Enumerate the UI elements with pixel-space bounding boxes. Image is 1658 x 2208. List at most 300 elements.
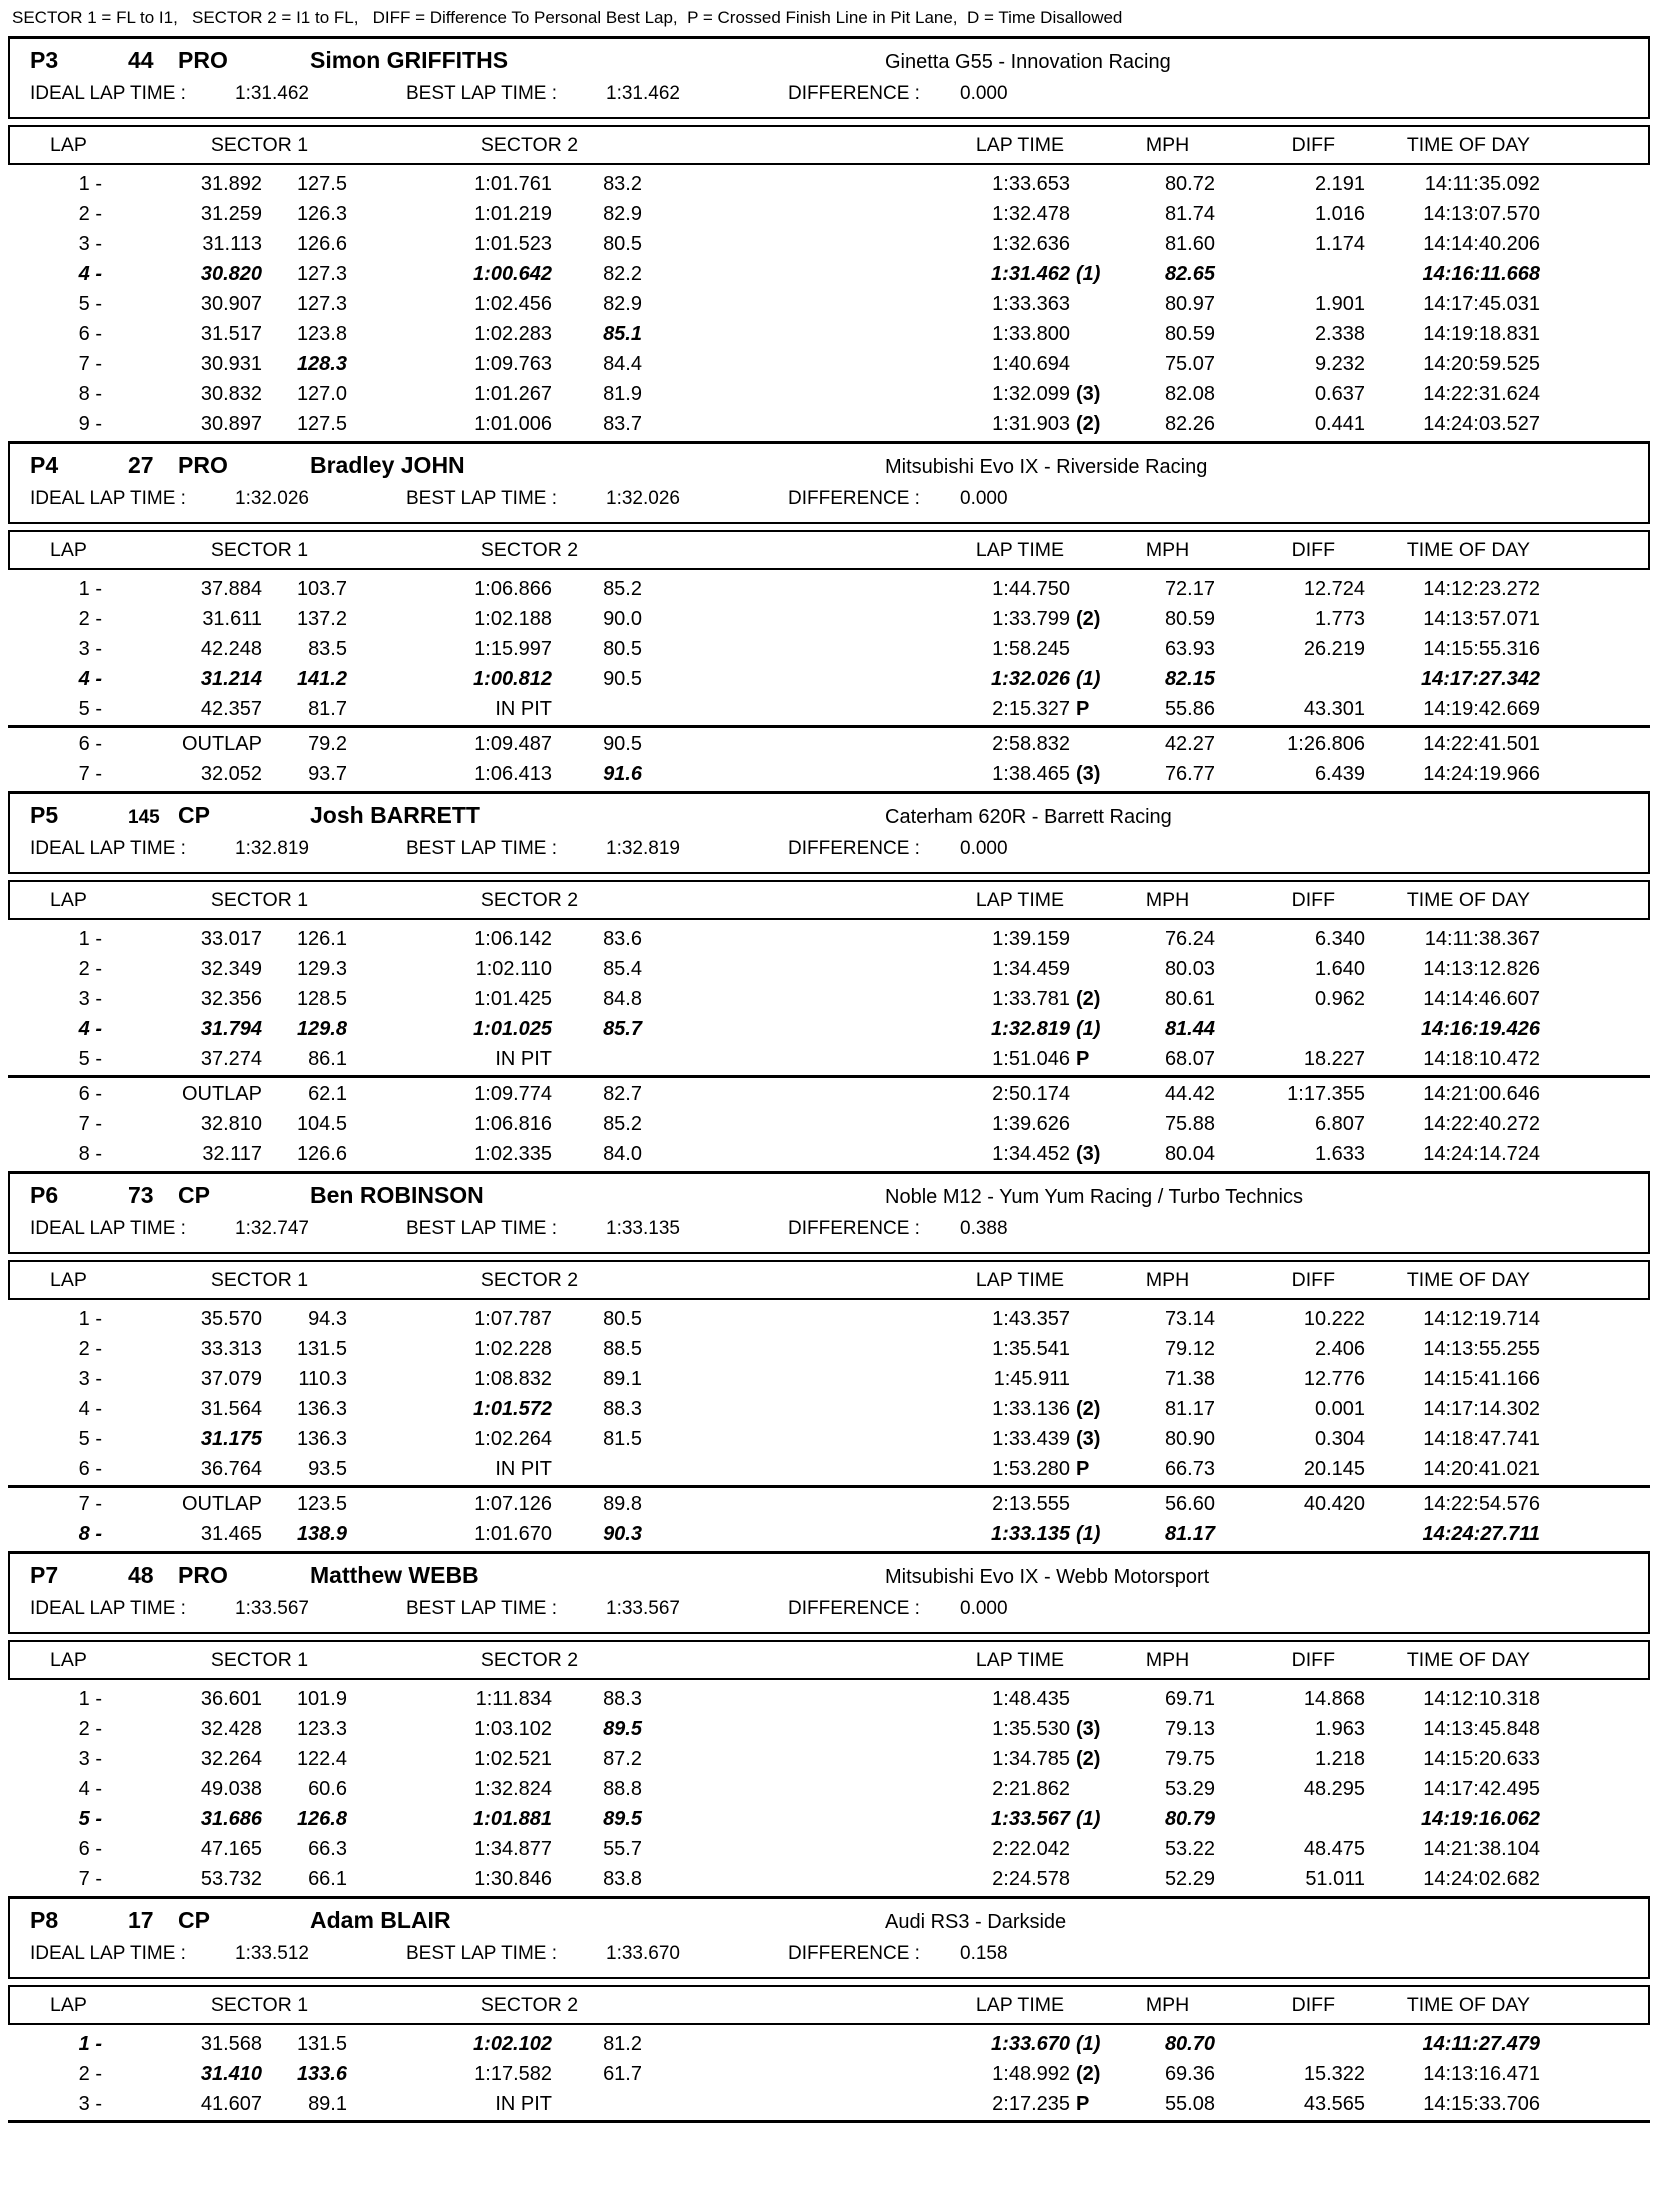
ideal-lap-time-value: 1:32.747 xyxy=(235,1218,309,1239)
driver-block xyxy=(0,441,1658,789)
lap-time: 1:34.452 xyxy=(992,1142,1070,1165)
sector1-speed: 123.5 xyxy=(296,1492,347,1515)
difference-label: DIFFERENCE : xyxy=(788,838,920,859)
sector1-speed: 127.3 xyxy=(296,292,347,315)
lap-time-note: (2) xyxy=(1076,1397,1101,1420)
sector2-speed: 89.8 xyxy=(603,1492,642,1515)
time-of-day: 14:11:38.367 xyxy=(1424,927,1540,950)
sector2-time: 1:17.582 xyxy=(474,2062,552,2085)
lap-mph: 81.74 xyxy=(1164,202,1215,225)
lap-number: 2 - xyxy=(78,2062,102,2085)
lap-diff: 1.640 xyxy=(1314,957,1365,980)
lap-time: 1:33.670 xyxy=(991,2032,1070,2055)
table-header-box xyxy=(8,1985,1650,2025)
sector1-time: 31.465 xyxy=(200,1522,262,1545)
driver-block xyxy=(0,1896,1658,2123)
time-of-day: 14:13:45.848 xyxy=(1423,1717,1540,1740)
sector1-time: 31.410 xyxy=(200,2062,262,2085)
time-of-day: 14:24:14.724 xyxy=(1423,1142,1540,1165)
lap-mph: 82.26 xyxy=(1164,412,1215,435)
car-number-class xyxy=(128,47,310,74)
lap-number: 7 - xyxy=(78,1867,102,1890)
lap-number: 1 - xyxy=(78,1307,102,1330)
sector1-time: 31.214 xyxy=(200,667,262,690)
time-of-day: 14:22:41.501 xyxy=(1423,732,1540,755)
sector2-time: 1:02.283 xyxy=(474,322,552,345)
lap-row xyxy=(0,604,1658,634)
difference-value: 0.000 xyxy=(960,838,1008,859)
car-class: CP xyxy=(178,802,210,828)
lap-number: 6 - xyxy=(78,732,102,755)
sector2-time: 1:09.763 xyxy=(474,352,552,375)
car-number: 27 xyxy=(128,452,154,478)
sector1-speed: 129.3 xyxy=(296,957,347,980)
car-number-class xyxy=(128,802,310,829)
time-of-day: 14:20:59.525 xyxy=(1423,352,1540,375)
lap-time: 2:21.862 xyxy=(992,1777,1070,1800)
driver-header-line xyxy=(30,800,1648,838)
lap-mph: 80.61 xyxy=(1164,987,1215,1010)
table-header-box xyxy=(8,880,1650,920)
lap-number: 2 - xyxy=(78,1337,102,1360)
car-number: 17 xyxy=(128,1907,154,1933)
sector1-time: 31.175 xyxy=(200,1427,262,1450)
lap-time-note: (1) xyxy=(1076,667,1101,690)
sector1-speed: 123.3 xyxy=(296,1717,347,1740)
driver-header-line xyxy=(30,450,1648,488)
lap-row xyxy=(0,1744,1658,1774)
lap-time: 2:22.042 xyxy=(992,1837,1070,1860)
sector2-time: 1:08.832 xyxy=(474,1367,552,1390)
lap-time: 1:45.911 xyxy=(993,1367,1070,1390)
lap-time-note: (1) xyxy=(1076,1807,1101,1830)
sector2-speed: 82.2 xyxy=(603,262,642,285)
lap-time: 1:33.135 xyxy=(991,1522,1070,1545)
col-header-sector2: SECTOR 2 xyxy=(480,1993,579,2016)
best-lap-time-label: BEST LAP TIME : xyxy=(406,488,558,509)
driver-name: Josh BARRETT xyxy=(310,802,480,828)
time-of-day: 14:24:03.527 xyxy=(1423,412,1540,435)
lap-row xyxy=(0,634,1658,664)
sector1-speed: 126.1 xyxy=(296,927,347,950)
sector1-time: 31.259 xyxy=(200,202,262,225)
sector2-speed: 88.3 xyxy=(603,1397,642,1420)
lap-time: 1:39.626 xyxy=(992,1112,1070,1135)
sector1-time: 49.038 xyxy=(200,1777,262,1800)
lap-row xyxy=(0,199,1658,229)
sector2-speed: 80.5 xyxy=(603,637,642,660)
col-header-mph: MPH xyxy=(1145,1268,1190,1291)
lap-time: 2:13.555 xyxy=(992,1492,1070,1515)
lap-diff: 1.218 xyxy=(1314,1747,1365,1770)
sector2-time: 1:09.774 xyxy=(474,1082,552,1105)
sector2-time: 1:00.642 xyxy=(473,262,552,285)
position-label: P8 xyxy=(30,1907,59,1933)
lap-number: 4 - xyxy=(78,1017,102,1040)
lap-diff: 6.340 xyxy=(1314,927,1365,950)
lap-time-note: (2) xyxy=(1076,2062,1101,2085)
lap-rows xyxy=(0,1680,1658,1894)
driver-times-line xyxy=(30,83,1648,109)
lap-mph: 42.27 xyxy=(1164,732,1215,755)
lap-row xyxy=(0,1424,1658,1454)
lap-row xyxy=(0,759,1658,789)
best-lap-time-label: BEST LAP TIME : xyxy=(406,838,558,859)
lap-diff: 0.304 xyxy=(1314,1427,1365,1450)
driver-name: Simon GRIFFITHS xyxy=(310,47,509,73)
car-number: 48 xyxy=(128,1562,154,1588)
sector1-time: OUTLAP xyxy=(181,1082,262,1105)
lap-rows xyxy=(0,570,1658,789)
sector2-time: IN PIT xyxy=(495,2092,552,2115)
sector1-speed: 138.9 xyxy=(296,1522,347,1545)
lap-rows xyxy=(0,920,1658,1169)
lap-row xyxy=(0,1394,1658,1424)
lap-time: 1:32.819 xyxy=(991,1017,1070,1040)
lap-time: 2:24.578 xyxy=(992,1867,1070,1890)
lap-time: 1:33.439 xyxy=(992,1427,1070,1450)
table-header-box xyxy=(8,1640,1650,1680)
lap-number: 5 - xyxy=(78,697,102,720)
sector2-speed: 84.8 xyxy=(603,987,642,1010)
sector1-time: 31.611 xyxy=(202,607,262,630)
lap-time-note: (2) xyxy=(1076,607,1101,630)
lap-time: 1:33.653 xyxy=(992,172,1070,195)
car-class: PRO xyxy=(178,1562,228,1588)
sector2-time: 1:06.866 xyxy=(474,577,552,600)
col-header-mph: MPH xyxy=(1145,133,1190,156)
best-lap-time-label: BEST LAP TIME : xyxy=(406,1598,558,1619)
table-header-row xyxy=(10,532,1648,568)
car-class: PRO xyxy=(178,47,228,73)
lap-time: 1:33.781 xyxy=(992,987,1070,1010)
lap-row xyxy=(0,1864,1658,1894)
lap-mph: 66.73 xyxy=(1164,1457,1215,1480)
car-team: Ginetta G55 - Innovation Racing xyxy=(885,51,1171,73)
sector2-speed: 61.7 xyxy=(603,2062,642,2085)
lap-diff: 1.633 xyxy=(1314,1142,1365,1165)
sector2-speed: 84.0 xyxy=(603,1142,642,1165)
lap-number: 2 - xyxy=(78,202,102,225)
driver-header-box xyxy=(8,1171,1650,1254)
col-header-lap-time: LAP TIME xyxy=(975,133,1064,156)
col-header-lap: LAP xyxy=(50,538,87,561)
lap-mph: 55.86 xyxy=(1164,697,1215,720)
col-header-sector1: SECTOR 1 xyxy=(210,133,309,156)
time-of-day: 14:24:02.682 xyxy=(1423,1867,1540,1890)
lap-time-note: (1) xyxy=(1076,1017,1101,1040)
difference-value: 0.000 xyxy=(960,1598,1008,1619)
sector2-speed: 89.5 xyxy=(603,1807,642,1830)
table-header-row xyxy=(10,1987,1648,2023)
lap-diff: 18.227 xyxy=(1303,1047,1365,1070)
lap-diff: 20.145 xyxy=(1303,1457,1365,1480)
ideal-lap-time-label: IDEAL LAP TIME : xyxy=(30,838,186,859)
lap-diff: 1.016 xyxy=(1314,202,1365,225)
sector1-speed: 127.5 xyxy=(296,412,347,435)
sector1-speed: 83.5 xyxy=(308,637,347,660)
lap-row xyxy=(0,1364,1658,1394)
time-of-day: 14:18:10.472 xyxy=(1423,1047,1540,1070)
sector2-speed: 88.3 xyxy=(603,1687,642,1710)
lap-number: 1 - xyxy=(78,1687,102,1710)
lap-time-note: (3) xyxy=(1076,762,1101,785)
lap-time: 1:33.363 xyxy=(992,292,1070,315)
lap-row xyxy=(0,664,1658,694)
sector1-speed: 101.9 xyxy=(296,1687,347,1710)
sector1-time: 31.794 xyxy=(200,1017,262,1040)
sector1-time: 31.892 xyxy=(200,172,262,195)
sector1-speed: 128.5 xyxy=(296,987,347,1010)
lap-mph: 79.12 xyxy=(1164,1337,1215,1360)
lap-row xyxy=(0,924,1658,954)
lap-time-note: (3) xyxy=(1076,382,1101,405)
lap-row xyxy=(0,1684,1658,1714)
sector1-time: 33.313 xyxy=(200,1337,262,1360)
sector1-speed: 126.8 xyxy=(296,1807,347,1830)
lap-mph: 81.44 xyxy=(1164,1017,1215,1040)
lap-mph: 75.07 xyxy=(1164,352,1215,375)
lap-time: 1:31.462 xyxy=(991,262,1070,285)
time-of-day: 14:21:00.646 xyxy=(1423,1082,1540,1105)
lap-mph: 75.88 xyxy=(1164,1112,1215,1135)
car-team: Noble M12 - Yum Yum Racing / Turbo Technics xyxy=(885,1186,1303,1208)
lap-time: 2:17.235 xyxy=(992,2092,1070,2115)
col-header-sector2: SECTOR 2 xyxy=(480,1648,579,1671)
sector1-speed: 129.8 xyxy=(296,1017,347,1040)
pit-separator xyxy=(8,1485,1650,1488)
lap-number: 7 - xyxy=(78,762,102,785)
sector1-time: 47.165 xyxy=(200,1837,262,1860)
lap-row xyxy=(0,259,1658,289)
sector2-speed: 85.4 xyxy=(603,957,642,980)
sector2-time: 1:30.846 xyxy=(474,1867,552,1890)
sector2-speed: 83.6 xyxy=(603,927,642,950)
ideal-lap-time-value: 1:31.462 xyxy=(235,83,309,104)
lap-time: 1:31.903 xyxy=(992,412,1070,435)
best-lap-time-value: 1:33.567 xyxy=(606,1598,680,1619)
sector1-speed: 66.3 xyxy=(308,1837,347,1860)
sector1-speed: 127.5 xyxy=(296,172,347,195)
car-number: 73 xyxy=(128,1182,154,1208)
lap-diff: 6.439 xyxy=(1314,762,1365,785)
sector2-time: 1:02.521 xyxy=(474,1747,552,1770)
sector1-time: 31.564 xyxy=(200,1397,262,1420)
col-header-sector1: SECTOR 1 xyxy=(210,538,309,561)
difference-value: 0.158 xyxy=(960,1943,1008,1964)
lap-time: 1:40.694 xyxy=(992,352,1070,375)
sector2-speed: 90.5 xyxy=(603,667,642,690)
car-team: Mitsubishi Evo IX - Riverside Racing xyxy=(885,456,1208,478)
time-of-day: 14:15:33.706 xyxy=(1423,2092,1540,2115)
lap-time: 1:33.799 xyxy=(992,607,1070,630)
lap-mph: 80.59 xyxy=(1164,607,1215,630)
time-of-day: 14:19:18.831 xyxy=(1423,322,1540,345)
sector2-speed: 85.7 xyxy=(603,1017,642,1040)
position-label: P4 xyxy=(30,452,59,478)
table-header-row xyxy=(10,1642,1648,1678)
col-header-diff: DIFF xyxy=(1291,1648,1335,1671)
car-number-class xyxy=(128,1907,310,1934)
col-header-time-of-day: TIME OF DAY xyxy=(1406,133,1530,156)
time-of-day: 14:22:31.624 xyxy=(1423,382,1540,405)
sector1-speed: 79.2 xyxy=(308,732,347,755)
sector1-speed: 104.5 xyxy=(296,1112,347,1135)
lap-time-note: (3) xyxy=(1076,1142,1101,1165)
position-label: P6 xyxy=(30,1182,59,1208)
lap-time-note: P xyxy=(1076,1047,1090,1070)
sector1-speed: 133.6 xyxy=(296,2062,347,2085)
lap-diff: 48.475 xyxy=(1303,1837,1365,1860)
lap-number: 3 - xyxy=(78,1367,102,1390)
time-of-day: 14:24:27.711 xyxy=(1422,1522,1540,1545)
lap-diff: 6.807 xyxy=(1314,1112,1365,1135)
sector2-time: 1:01.267 xyxy=(474,382,552,405)
col-header-diff: DIFF xyxy=(1291,133,1335,156)
lap-number: 3 - xyxy=(78,637,102,660)
best-lap-time-value: 1:32.819 xyxy=(606,838,680,859)
sector1-time: 42.357 xyxy=(200,697,262,720)
sector2-time: 1:03.102 xyxy=(474,1717,552,1740)
col-header-lap-time: LAP TIME xyxy=(975,538,1064,561)
lap-diff: 43.565 xyxy=(1303,2092,1365,2115)
lap-number: 3 - xyxy=(78,2092,102,2115)
lap-time: 1:32.478 xyxy=(992,202,1070,225)
lap-row xyxy=(0,1109,1658,1139)
lap-diff: 1:26.806 xyxy=(1287,732,1365,755)
driver-times-line xyxy=(30,1598,1648,1624)
lap-row xyxy=(0,1334,1658,1364)
driver-header-box xyxy=(8,441,1650,524)
lap-diff: 1.963 xyxy=(1314,1717,1365,1740)
col-header-sector1: SECTOR 1 xyxy=(210,1993,309,2016)
sector2-time: 1:06.413 xyxy=(474,762,552,785)
sector1-speed: 126.6 xyxy=(296,1142,347,1165)
col-header-lap: LAP xyxy=(50,133,87,156)
sector1-time: 31.517 xyxy=(200,322,262,345)
lap-number: 4 - xyxy=(78,1777,102,1800)
lap-mph: 69.36 xyxy=(1164,2062,1215,2085)
sector1-time: 37.079 xyxy=(200,1367,262,1390)
lap-mph: 80.72 xyxy=(1164,172,1215,195)
sector2-speed: 90.5 xyxy=(603,732,642,755)
lap-number: 5 - xyxy=(78,1807,102,1830)
col-header-time-of-day: TIME OF DAY xyxy=(1406,1648,1530,1671)
lap-mph: 69.71 xyxy=(1164,1687,1215,1710)
sector2-time: 1:01.670 xyxy=(474,1522,552,1545)
lap-row xyxy=(0,1044,1658,1074)
lap-diff: 1.773 xyxy=(1314,607,1365,630)
lap-row xyxy=(0,729,1658,759)
sector1-time: 35.570 xyxy=(200,1307,262,1330)
lap-time-note: P xyxy=(1076,1457,1090,1480)
lap-row xyxy=(0,319,1658,349)
sector1-time: 32.052 xyxy=(200,762,262,785)
lap-row xyxy=(0,1714,1658,1744)
lap-time: 1:32.099 xyxy=(992,382,1070,405)
sector2-time: 1:01.425 xyxy=(474,987,552,1010)
lap-time: 1:33.567 xyxy=(991,1807,1070,1830)
sector1-time: 31.686 xyxy=(200,1807,262,1830)
lap-mph: 82.65 xyxy=(1164,262,1215,285)
sector2-speed: 81.9 xyxy=(603,382,642,405)
lap-row xyxy=(0,1014,1658,1044)
col-header-sector2: SECTOR 2 xyxy=(480,133,579,156)
sector2-time: 1:07.126 xyxy=(474,1492,552,1515)
driver-header-box xyxy=(8,1896,1650,1979)
lap-row xyxy=(0,229,1658,259)
sector2-time: 1:01.572 xyxy=(473,1397,552,1420)
sector2-time: 1:02.110 xyxy=(475,957,552,980)
sector1-speed: 131.5 xyxy=(296,2032,347,2055)
sector1-time: OUTLAP xyxy=(181,732,262,755)
lap-row xyxy=(0,1139,1658,1169)
sector1-time: 32.810 xyxy=(200,1112,262,1135)
sector1-speed: 131.5 xyxy=(296,1337,347,1360)
lap-mph: 81.17 xyxy=(1164,1522,1215,1545)
lap-mph: 71.38 xyxy=(1164,1367,1215,1390)
lap-time-note: (1) xyxy=(1076,2032,1101,2055)
lap-diff: 12.724 xyxy=(1303,577,1365,600)
sector1-speed: 141.2 xyxy=(296,667,347,690)
lap-mph: 53.29 xyxy=(1164,1777,1215,1800)
lap-mph: 73.14 xyxy=(1164,1307,1215,1330)
lap-number: 6 - xyxy=(78,1082,102,1105)
col-header-lap: LAP xyxy=(50,888,87,911)
lap-row xyxy=(0,409,1658,439)
lap-time: 1:58.245 xyxy=(992,637,1070,660)
sector2-speed: 82.9 xyxy=(603,292,642,315)
lap-time: 1:32.636 xyxy=(992,232,1070,255)
sector1-time: 42.248 xyxy=(200,637,262,660)
driver-header-box xyxy=(8,1551,1650,1634)
time-of-day: 14:11:35.092 xyxy=(1424,172,1540,195)
lap-row xyxy=(0,984,1658,1014)
time-of-day: 14:19:42.669 xyxy=(1423,697,1540,720)
sector1-time: 31.113 xyxy=(202,232,262,255)
sector1-speed: 93.5 xyxy=(308,1457,347,1480)
time-of-day: 14:13:07.570 xyxy=(1423,202,1540,225)
time-of-day: 14:16:11.668 xyxy=(1422,262,1540,285)
sector1-speed: 94.3 xyxy=(308,1307,347,1330)
lap-time: 1:33.800 xyxy=(992,322,1070,345)
lap-mph: 52.29 xyxy=(1164,1867,1215,1890)
lap-number: 8 - xyxy=(78,1142,102,1165)
best-lap-time-label: BEST LAP TIME : xyxy=(406,83,558,104)
lap-time-note: (2) xyxy=(1076,987,1101,1010)
difference-label: DIFFERENCE : xyxy=(788,1943,920,1964)
sector1-speed: 137.2 xyxy=(296,607,347,630)
sector2-speed: 91.6 xyxy=(603,762,642,785)
best-lap-time-value: 1:31.462 xyxy=(606,83,680,104)
sector2-time: IN PIT xyxy=(495,697,552,720)
table-header-box xyxy=(8,1260,1650,1300)
sector2-time: IN PIT xyxy=(495,1047,552,1070)
sector1-speed: 127.0 xyxy=(296,382,347,405)
lap-number: 1 - xyxy=(78,172,102,195)
lap-time-note: P xyxy=(1076,2092,1090,2115)
best-lap-time-value: 1:32.026 xyxy=(606,488,680,509)
sector1-time: 37.884 xyxy=(200,577,262,600)
lap-time-note: (1) xyxy=(1076,262,1101,285)
lap-time: 1:35.530 xyxy=(992,1717,1070,1740)
lap-number: 7 - xyxy=(78,1492,102,1515)
lap-diff: 1.174 xyxy=(1314,232,1365,255)
lap-row xyxy=(0,574,1658,604)
col-header-mph: MPH xyxy=(1145,888,1190,911)
lap-mph: 55.08 xyxy=(1164,2092,1215,2115)
col-header-mph: MPH xyxy=(1145,1993,1190,2016)
